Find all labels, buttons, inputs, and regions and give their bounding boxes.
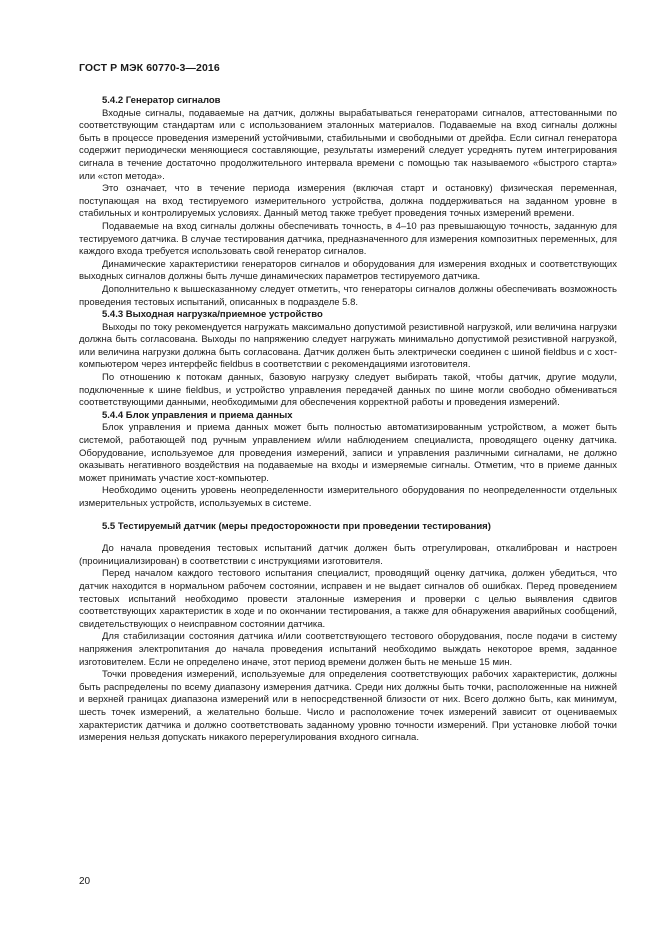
paragraph: Входные сигналы, подаваемые на датчик, должны вырабатываться генераторами сигналов, аттестованными по соответствующим стандартам или с использованием эталонных материалов. Подаваемые на вход сигналы должны быть в процессе проведения измерений устойчивыми, стабильными и свободными от дрейфа. Если сигнал генератора содержит периодически меняющиеся составляющие, результаты измерений следует усреднять путем интегрирования сигнала в течение достаточно продолжительного интервала времени с помощью так называемого «быстрого старта» или «стоп метода». [79,107,617,182]
document-body [79,95,617,745]
document-header: ГОСТ Р МЭК 60770-3—2016 [79,62,220,74]
paragraph: По отношению к потокам данных, базовую нагрузку следует выбирать такой, чтобы датчик, другие модули, подключенные к шине fieldbus, и устройство управления передачей данных по шине могли свободно обмениваться соответствующими данными, необходимыми для обеспечения корректной работы и проведения измерений. [79,372,617,409]
page-number: 20 [79,876,91,887]
section-heading-5-4-2: 5.4.2 Генератор сигналов [102,95,221,106]
paragraph: До начала проведения тестовых испытаний датчик должен быть отрегулирован, откалиброван и настроен (проинициализирован) в соответствии с инструкциями изготовителя. [79,543,617,567]
paragraph: Дополнительно к вышесказанному следует отметить, что генераторы сигналов должны обеспечивать возможность проведения тестовых испытаний, описанных в подразделе 5.8. [79,283,617,308]
paragraph: Выходы по току рекомендуется нагружать максимально допустимой резистивной нагрузкой, или величина нагрузки должна быть согласована. Выходы по напряжению следует нагружать минимально допустимой резистивной нагрузкой, или величина нагрузки должна быть согласована. Датчик должен быть электрически соединен с шиной fieldbus и с хост-компьютером через интерфейс fieldbus в соответствии с рекомендациями изготовителя. [79,321,617,371]
paragraph: Для стабилизации состояния датчика и/или соответствующего тестового оборудования, после подачи в систему напряжения электропитания до начала проведения испытаний необходимо выждать некоторое время, заданное изготовителем. Если не определено иначе, этот период времени должен быть не меньше 15 мин. [79,631,617,668]
section-heading-5-4-3: 5.4.3 Выходная нагрузка/приемное устройство [102,309,323,321]
paragraph: Динамические характеристики генераторов сигналов и оборудования для измерения входных и соответствующих выходных сигналов должны быть лучше динамических параметров тестируемого датчика. [79,258,617,283]
paragraph: Это означает, что в течение периода измерения (включая старт и остановку) физическая переменная, поступающая на вход тестируемого измерительного устройства, должна поддерживаться на заданном уровне в стабильных и контролируемых условиях. Данный метод также требует проведения точных измерений времени. [79,183,617,220]
section-heading-5-4-4: 5.4.4 Блок управления и приема данных [102,409,293,421]
paragraph: Подаваемые на вход сигналы должны обеспечивать точность, в 4–10 раз превышающую точность, заданную для тестируемого датчика. В случае тестирования датчика, предназначенного для измерения композитных переменных, для каждого входа требуется использовать свой генератор сигналов. [79,220,617,258]
section-heading-5-5: 5.5 Тестируемый датчик (меры предосторожности при проведении тестирования) [102,520,491,532]
paragraph: Необходимо оценить уровень неопределенности измерительного оборудования по неопределенности отдельных измерительных устройств, используемых в системе. [79,485,617,509]
paragraph: Блок управления и приема данных может быть полностью автоматизированным устройством, а может быть системой, работающей под ручным управлением и/или наблюдением специалиста, проводящего оценку датчика. Оборудование, используемое для проведения измерений, записи и управления различными сигналами, не должно оказывать негативного воздействия на подаваемые на входы и измеряемые сигналы. Отметим, что в приеме данных может принимать участие хост-компьютер. [79,422,617,484]
paragraph: Перед началом каждого тестового испытания специалист, проводящий оценку датчика, должен убедиться, что датчик находится в нормальном рабочем состоянии, исправен и не выдает сигналов об ошибках. Перед проведением тестовых испытаний необходимо провести эталонные измерения и проверки с целью выявления сдвигов соответствующих характеристик в ходе и по окончании тестирования, а также для обнаружения аварийных сообщений, свидетельствующих о неисправном состоянии датчика. [79,568,617,630]
paragraph: Точки проведения измерений, используемые для определения соответствующих рабочих характеристик, должны быть распределены по всему диапазону измерения датчика. Среди них должны быть точки, расположенные на нижней и верхней границах диапазона измерений или в непосредственной близости от них. Всего должно быть, как минимум, шесть точек измерений, а желательно больше. Число и расположение точек измерений зависит от оцениваемых характеристик датчика и должно соответствовать заданному уровню точности измерений. При установке любой точки измерения нельзя допускать никакого перерегулирования входного сигнала. [79,669,617,744]
